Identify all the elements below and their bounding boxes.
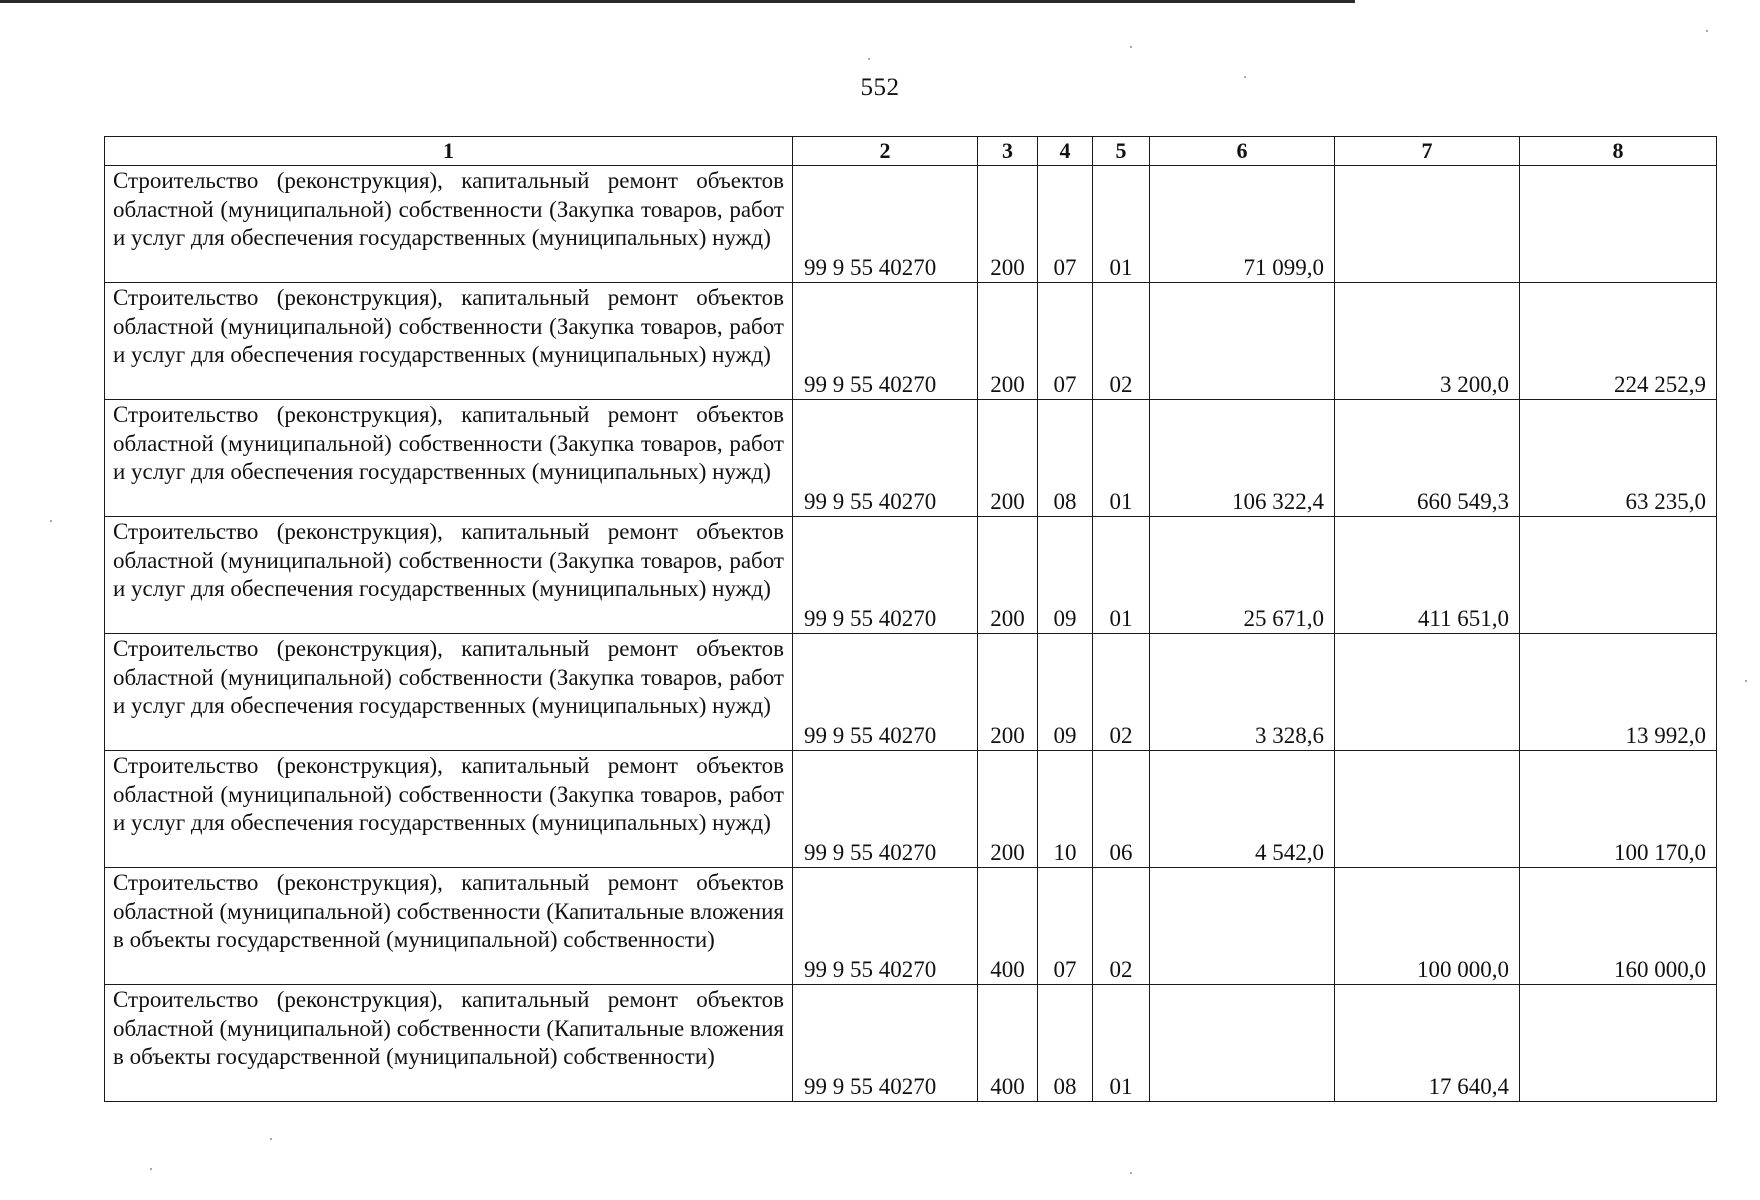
budget-table <box>104 136 1717 1102</box>
amount-col-6: 71 099,0 <box>1150 166 1335 283</box>
amount-col-8: 160 000,0 <box>1520 868 1717 985</box>
section-code: 07 <box>1038 166 1093 283</box>
scan-speck <box>868 58 870 60</box>
subsection-code: 01 <box>1093 400 1150 517</box>
amount-col-7: 660 549,3 <box>1335 400 1520 517</box>
section-code: 08 <box>1038 985 1093 1102</box>
column-header: 4 <box>1038 137 1093 166</box>
table-row <box>105 283 1717 400</box>
amount-col-6: 106 322,4 <box>1150 400 1335 517</box>
row-description: Строительство (реконструкция), капитальный ремонт объектов областной (муниципальной) собственности (Закупка товаров, работ и услуг для обеспечения государственных (муниципальных) нужд) <box>105 751 793 868</box>
column-header: 7 <box>1335 137 1520 166</box>
amount-col-8 <box>1520 166 1717 283</box>
amount-col-6: 25 671,0 <box>1150 517 1335 634</box>
scan-speck <box>1130 1172 1132 1174</box>
amount-col-8: 100 170,0 <box>1520 751 1717 868</box>
subsection-code: 02 <box>1093 634 1150 751</box>
target-article-code: 99 9 55 40270 <box>793 517 978 634</box>
amount-col-7 <box>1335 751 1520 868</box>
expense-type-code: 200 <box>978 634 1038 751</box>
target-article-code: 99 9 55 40270 <box>793 634 978 751</box>
amount-col-7: 17 640,4 <box>1335 985 1520 1102</box>
section-code: 09 <box>1038 517 1093 634</box>
section-code: 10 <box>1038 751 1093 868</box>
subsection-code: 06 <box>1093 751 1150 868</box>
amount-col-7 <box>1335 166 1520 283</box>
expense-type-code: 400 <box>978 985 1038 1102</box>
amount-col-7 <box>1335 634 1520 751</box>
table-row <box>105 751 1717 868</box>
expense-type-code: 400 <box>978 868 1038 985</box>
target-article-code: 99 9 55 40270 <box>793 283 978 400</box>
scan-speck <box>270 1138 272 1140</box>
row-description: Строительство (реконструкция), капитальный ремонт объектов областной (муниципальной) собственности (Закупка товаров, работ и услуг для обеспечения государственных (муниципальных) нужд) <box>105 283 793 400</box>
amount-col-7: 411 651,0 <box>1335 517 1520 634</box>
table-header-row <box>105 137 1717 166</box>
expense-type-code: 200 <box>978 400 1038 517</box>
amount-col-8: 224 252,9 <box>1520 283 1717 400</box>
column-header: 5 <box>1093 137 1150 166</box>
expense-type-code: 200 <box>978 751 1038 868</box>
scan-speck <box>1745 680 1747 682</box>
column-header: 1 <box>105 137 793 166</box>
column-header: 6 <box>1150 137 1335 166</box>
expense-type-code: 200 <box>978 283 1038 400</box>
table-row <box>105 517 1717 634</box>
subsection-code: 01 <box>1093 517 1150 634</box>
scan-speck <box>1706 30 1708 32</box>
column-header: 3 <box>978 137 1038 166</box>
target-article-code: 99 9 55 40270 <box>793 985 978 1102</box>
row-description: Строительство (реконструкция), капитальный ремонт объектов областной (муниципальной) собственности (Закупка товаров, работ и услуг для обеспечения государственных (муниципальных) нужд) <box>105 634 793 751</box>
table-row <box>105 166 1717 283</box>
target-article-code: 99 9 55 40270 <box>793 400 978 517</box>
amount-col-6: 3 328,6 <box>1150 634 1335 751</box>
subsection-code: 02 <box>1093 868 1150 985</box>
expense-type-code: 200 <box>978 166 1038 283</box>
amount-col-8: 63 235,0 <box>1520 400 1717 517</box>
section-code: 09 <box>1038 634 1093 751</box>
scan-speck <box>1244 76 1246 78</box>
row-description: Строительство (реконструкция), капитальный ремонт объектов областной (муниципальной) собственности (Закупка товаров, работ и услуг для обеспечения государственных (муниципальных) нужд) <box>105 166 793 283</box>
top-edge-rule <box>0 0 1355 3</box>
row-description: Строительство (реконструкция), капитальный ремонт объектов областной (муниципальной) собственности (Капитальные вложения в объекты государственной (муниципальной) собственности) <box>105 985 793 1102</box>
scan-speck <box>50 520 52 522</box>
section-code: 08 <box>1038 400 1093 517</box>
column-header: 2 <box>793 137 978 166</box>
section-code: 07 <box>1038 868 1093 985</box>
row-description: Строительство (реконструкция), капитальный ремонт объектов областной (муниципальной) собственности (Закупка товаров, работ и услуг для обеспечения государственных (муниципальных) нужд) <box>105 517 793 634</box>
target-article-code: 99 9 55 40270 <box>793 751 978 868</box>
row-description: Строительство (реконструкция), капитальный ремонт объектов областной (муниципальной) собственности (Капитальные вложения в объекты государственной (муниципальной) собственности) <box>105 868 793 985</box>
column-header: 8 <box>1520 137 1717 166</box>
amount-col-8: 13 992,0 <box>1520 634 1717 751</box>
target-article-code: 99 9 55 40270 <box>793 868 978 985</box>
expense-type-code: 200 <box>978 517 1038 634</box>
amount-col-6 <box>1150 868 1335 985</box>
amount-col-8 <box>1520 517 1717 634</box>
row-description: Строительство (реконструкция), капитальный ремонт объектов областной (муниципальной) собственности (Закупка товаров, работ и услуг для обеспечения государственных (муниципальных) нужд) <box>105 400 793 517</box>
amount-col-7: 3 200,0 <box>1335 283 1520 400</box>
amount-col-8 <box>1520 985 1717 1102</box>
amount-col-6: 4 542,0 <box>1150 751 1335 868</box>
scan-speck <box>1130 46 1132 48</box>
page-number: 552 <box>860 74 900 101</box>
amount-col-6 <box>1150 283 1335 400</box>
subsection-code: 01 <box>1093 166 1150 283</box>
amount-col-6 <box>1150 985 1335 1102</box>
subsection-code: 02 <box>1093 283 1150 400</box>
target-article-code: 99 9 55 40270 <box>793 166 978 283</box>
table-row <box>105 985 1717 1102</box>
amount-col-7: 100 000,0 <box>1335 868 1520 985</box>
scan-speck <box>150 1168 152 1170</box>
section-code: 07 <box>1038 283 1093 400</box>
subsection-code: 01 <box>1093 985 1150 1102</box>
table-row <box>105 868 1717 985</box>
table-row <box>105 400 1717 517</box>
table-row <box>105 634 1717 751</box>
